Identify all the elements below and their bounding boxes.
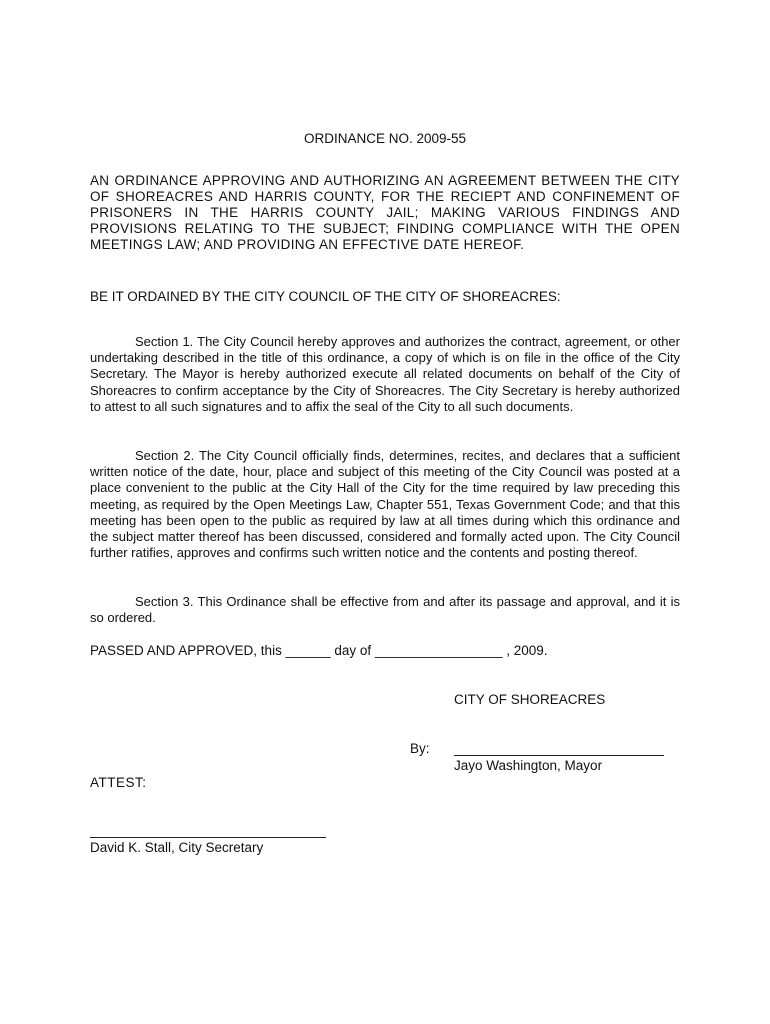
city-secretary-name: David K. Stall, City Secretary [90,840,264,855]
ordinance-preamble: AN ORDINANCE APPROVING AND AUTHORIZING AN AGREEMENT BETWEEN THE CITY OF SHOREACRES AND HARRIS COUNTY, FOR THE RECIEPT AND CONFINEMENT OF PRISONERS IN THE HARRIS COUNTY JAIL; MAKING VARIOUS FINDINGS AND PROVISIONS RELATING TO THE SUBJECT; FINDING COMPLIANCE WITH THE OPEN MEETINGS LAW; AND PROVIDING AN EFFECTIVE DATE HEREOF. [90,173,680,252]
section-2: Section 2. The City Council officially finds, determines, recites, and declares that a sufficient written notice of the date, hour, place and subject of this meeting of the City Council was posted at a place convenient to the public at the City Hall of the City for the time required by law preceding this meeting, as required by the Open Meetings Law, Chapter 551, Texas Government Code; and that this meeting has been open to the public as required by law at all times during which this ordinance and the subject matter thereof has been discussed, considered and formally acted upon. The City Council further ratifies, approves and confirms such written notice and the contents and posting thereof. [90,448,680,561]
secretary-signature-line [90,837,326,838]
mayor-signature-line [454,755,664,756]
section-3: Section 3. This Ordinance shall be effective from and after its passage and approval, and it is so ordered. [90,594,680,626]
mayor-name: Jayo Washington, Mayor [454,758,603,773]
city-signature-label: CITY OF SHOREACRES [454,692,606,707]
ordinance-title: ORDINANCE NO. 2009-55 [303,131,467,146]
attest-label: ATTEST: [90,775,147,790]
ordaining-clause: BE IT ORDAINED BY THE CITY COUNCIL OF THE CITY OF SHOREACRES: [90,289,561,304]
by-label: By: [410,741,430,756]
section-1: Section 1. The City Council hereby approves and authorizes the contract, agreement, or other undertaking described in the title of this ordinance, a copy of which is on file in the office of the City Secretary. The Mayor is hereby authorized execute all related documents on behalf of the City of Shoreacres to confirm acceptance by the City of Shoreacres. The City Secretary is hereby authorized to attest to all such signatures and to affix the seal of the City to all such documents. [90,334,680,414]
passed-and-approved-line: PASSED AND APPROVED, this ______ day of _________________ , 2009. [90,643,548,658]
